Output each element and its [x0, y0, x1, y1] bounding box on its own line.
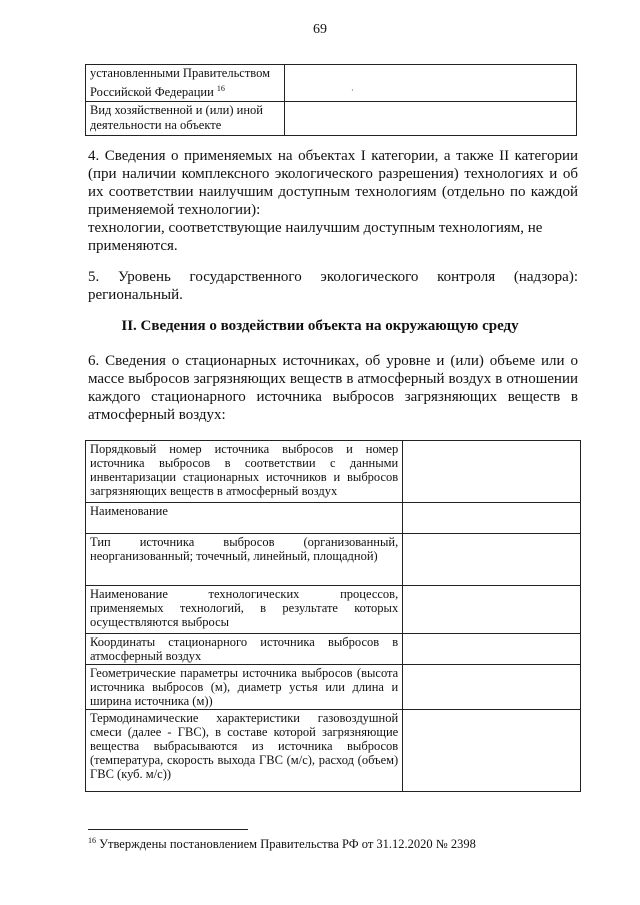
- table-row: [86, 534, 581, 586]
- table-cell-value: [403, 710, 581, 792]
- table-row: [86, 710, 581, 792]
- table-cell-label: Наименование: [86, 503, 403, 534]
- table-row: [86, 65, 577, 102]
- footnote-ref: 16: [216, 84, 225, 93]
- table-row: [86, 441, 581, 503]
- section-6: [88, 352, 578, 424]
- table-cell-value: [285, 102, 577, 136]
- footnote-separator: [88, 829, 248, 830]
- stray-dot: ·: [351, 86, 354, 95]
- section-title: II. Сведения о воздействии объекта на окружающую среду: [121, 318, 519, 334]
- table-cell-value: [403, 634, 581, 665]
- table-cell-label: Вид хозяйственной и (или) иной деятельности на объекте: [86, 102, 285, 136]
- table-cell-value: [403, 534, 581, 586]
- table-cell-value: [403, 441, 581, 503]
- section-4-answer: технологии, соответствующие наилучшим доступным технологиям, не применяются.: [88, 220, 543, 254]
- section-5-label: 5. Уровень государственного экологического контроля (надзора):: [88, 269, 578, 285]
- table-cell-value: [403, 586, 581, 634]
- table-cell-label: Порядковый номер источника выбросов и номер источника выбросов в соответствии с данными инвентаризации стационарных источников и выбросов загрязняющих веществ в атмосферный воздух: [86, 441, 403, 503]
- table-row: [86, 586, 581, 634]
- section-5-value: региональный.: [88, 287, 183, 303]
- table-cell-label: Тип источника выбросов (организованный, неорганизованный; точечный, линейный, площадной): [86, 534, 403, 586]
- footnote-number: 16: [88, 836, 96, 845]
- footnote: [88, 836, 476, 852]
- table-cell-label: [86, 65, 285, 102]
- table-cell-label: Термодинамические характеристики газовоздушной смеси (далее - ГВС), в составе которой загрязняющие вещества выбрасываются из источника выбросов (температура, скорость выхода ГВС (м/с), расход (объем) ГВС (куб. м/с)): [86, 710, 403, 792]
- emission-sources-table: [85, 440, 581, 792]
- object-info-table: [85, 64, 577, 136]
- table-cell-label: Наименование технологических процессов, применяемых технологий, в результате которых осуществляются выбросы: [86, 586, 403, 634]
- table-cell-label: Координаты стационарного источника выбросов в атмосферный воздух: [86, 634, 403, 665]
- table-cell-value: [285, 65, 577, 102]
- footnote-text: Утверждены постановлением Правительства РФ от 31.12.2020 № 2398: [99, 837, 476, 852]
- table-row: [86, 665, 581, 710]
- table-row: [86, 503, 581, 534]
- table-cell-value: [403, 503, 581, 534]
- table-cell-label: Геометрические параметры источника выбросов (высота источника выбросов (м), диаметр устья или длина и ширина источника (м)): [86, 665, 403, 710]
- section-4: [88, 147, 578, 255]
- section-6-heading: 6. Сведения о стационарных источниках, об уровне и (или) объеме или о массе выбросов загрязняющих веществ в атмосферный воздух в отношении каждого стационарного источника выбросов загрязняющих веществ в атмосферный воздух:: [88, 353, 578, 423]
- section-5: [88, 268, 578, 304]
- table-row: [86, 102, 577, 136]
- section-4-heading: 4. Сведения о применяемых на объектах I категории, а также II категории (при наличии комплексного экологического разрешения) технологиях и об их соответствии наилучшим доступным технологиям (отдельно по каждой применяемой технологии):: [88, 148, 578, 218]
- table-cell-value: [403, 665, 581, 710]
- page-number: 69: [313, 22, 327, 37]
- table-row: [86, 634, 581, 665]
- cell-text: установленными Правительством Российской Федерации: [90, 66, 271, 100]
